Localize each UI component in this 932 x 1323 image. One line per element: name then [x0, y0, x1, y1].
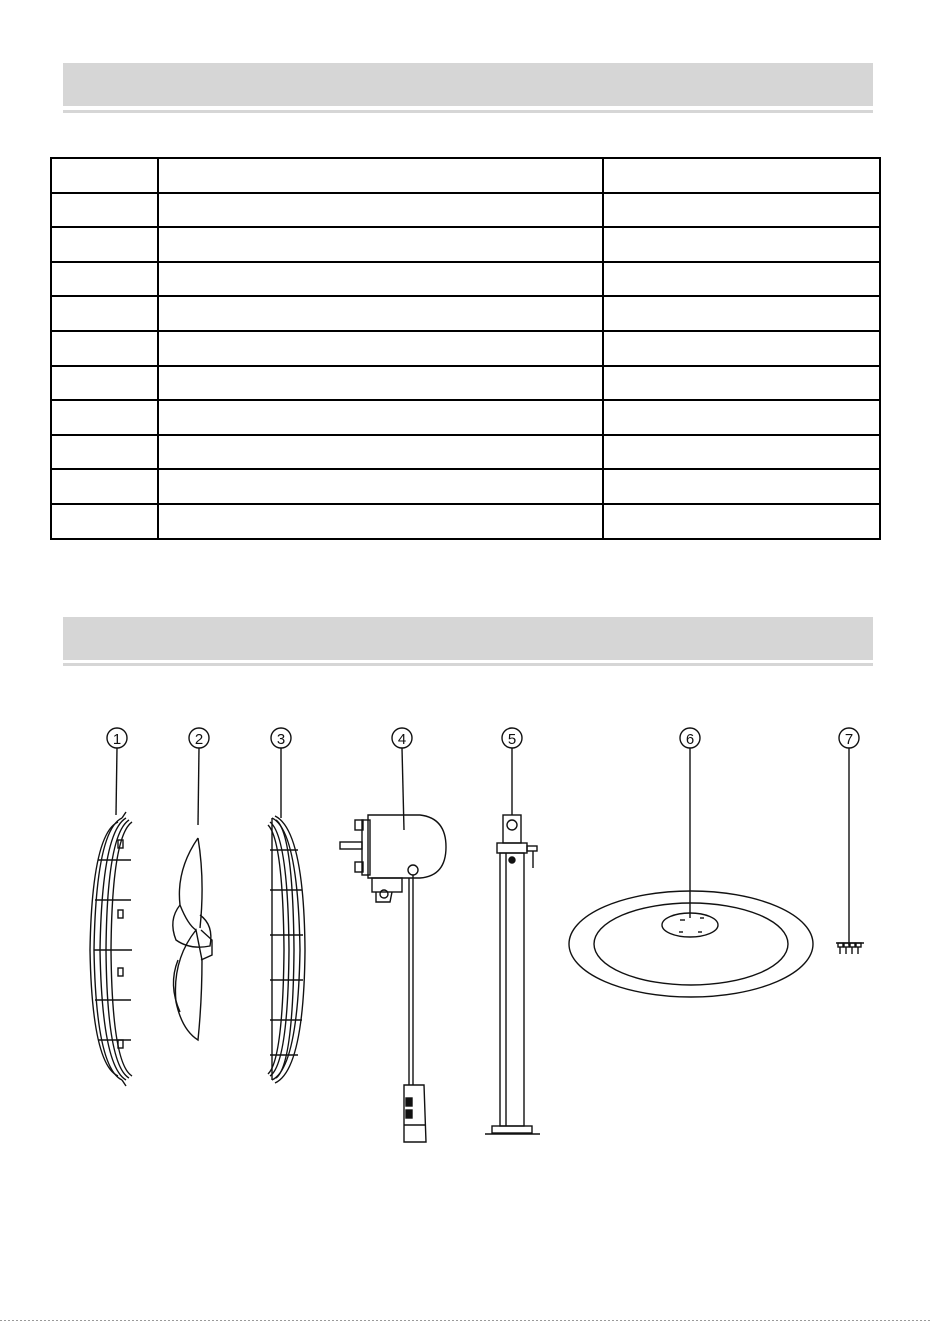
part-number-6: 6	[685, 731, 695, 748]
part-number-4: 4	[397, 731, 407, 748]
pole-icon	[485, 815, 540, 1134]
part-callout-2	[189, 728, 209, 825]
part-callout-5	[502, 728, 522, 815]
rear-grill-icon	[90, 812, 132, 1086]
fan-blade-icon	[173, 838, 212, 1040]
part-callout-7	[839, 728, 859, 945]
part-callout-3	[271, 728, 291, 818]
part-number-7: 7	[844, 731, 854, 748]
part-callout-1	[107, 728, 127, 815]
screws-icon	[836, 943, 864, 954]
base-icon	[569, 891, 813, 997]
part-number-5: 5	[507, 731, 517, 748]
page-bottom-rule	[0, 1320, 932, 1321]
front-grill-icon	[268, 816, 305, 1083]
part-number-2: 2	[194, 731, 204, 748]
part-number-3: 3	[276, 731, 286, 748]
motor-housing-icon	[340, 815, 446, 1142]
part-callout-6	[680, 728, 700, 918]
part-number-1: 1	[112, 731, 122, 748]
